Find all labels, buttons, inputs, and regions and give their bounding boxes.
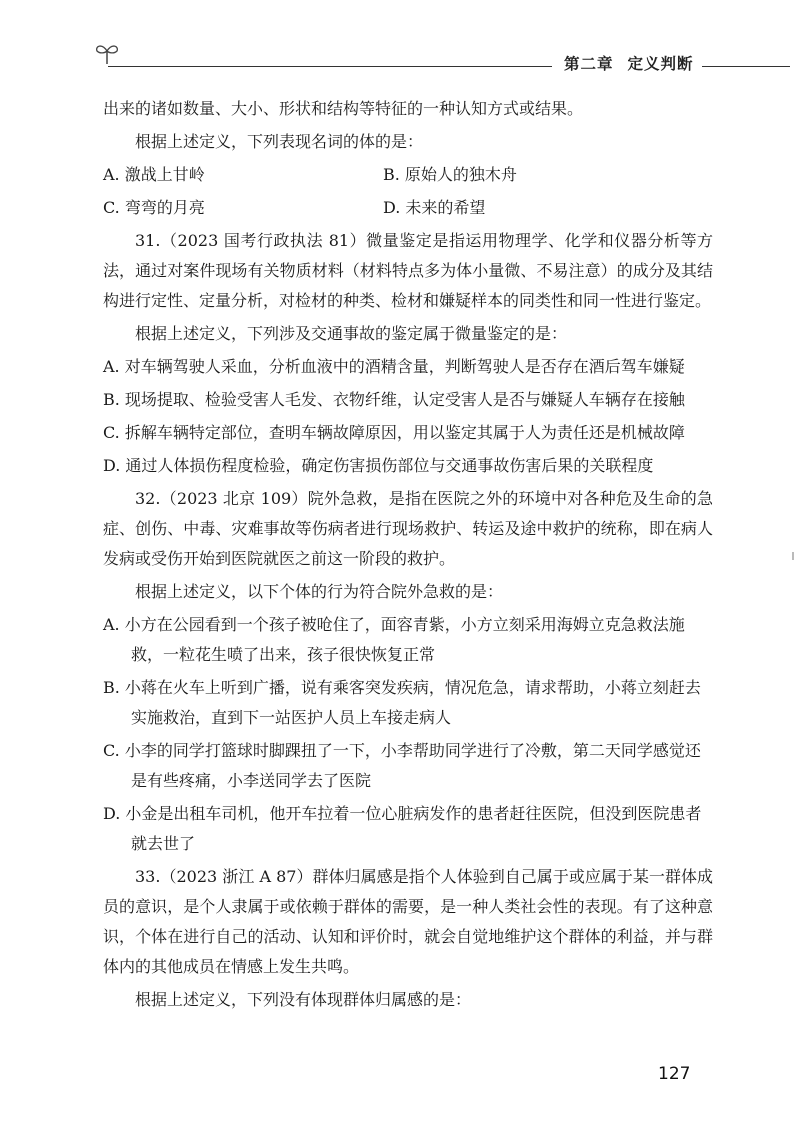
q30-options-row-2 (103, 193, 713, 223)
q30-option-c: C. 弯弯的月亮 (103, 198, 205, 217)
q32-prompt: 根据上述定义，以下个体的行为符合院外急救的是： (135, 582, 504, 601)
header-rule-right (702, 66, 790, 67)
margin-mark (792, 552, 794, 560)
header-rule-left (108, 66, 552, 67)
q31-stem: 31.（2023 国考行政执法 81）微量鉴定是指运用物理学、化学和仪器分析等方法，通过对案件现场有关物质材料（材料特点多为体小量微、不易注意）的成分及其结构进行定性、定量分析，对检材的种类、检材和嫌疑样本的同类性和同一性进行鉴定。 (103, 231, 713, 310)
q30-option-b: B. 原始人的独木舟 (383, 165, 517, 184)
q32-option-d: D. 小金是出租车司机，他开车拉着一位心脏病发作的患者赶往医院，但没到医院患者就去世了 (103, 804, 702, 853)
section-label: 定义判断 (627, 55, 694, 73)
q32-stem: 32.（2023 北京 109）院外急救，是指在医院之外的环境中对各种危及生命的急症、创伤、中毒、灾难事故等伤病者进行现场救护、转运及途中救护的统称，即在病人发病或受伤开始到医院就医之前这一阶段的救护。 (103, 489, 713, 568)
running-header (564, 52, 694, 74)
q33-stem: 33.（2023 浙江 A 87）群体归属感是指个人体验到自己属于或应属于某一群体成员的意识，是个人隶属于或依赖于群体的需要，是一种人类社会性的表现。有了这种意识，个体在进行自己的活动、认知和评价时，就会自觉地维护这个群体的利益，并与群体内的其他成员在情感上发生共鸣。 (103, 867, 713, 976)
q33-prompt: 根据上述定义，下列没有体现群体归属感的是： (135, 990, 472, 1009)
chapter-label: 第二章 (564, 55, 614, 73)
q32-option-a: A. 小方在公园看到一个孩子被呛住了，面容青紫，小方立刻采用海姆立克急救法施救，一粒花生喷了出来，孩子很快恢复正常 (103, 615, 685, 664)
q31-option-c: C. 拆解车辆特定部位，查明车辆故障原因，用以鉴定其属于人为责任还是机械故障 (103, 423, 685, 442)
q31-option-a: A. 对车辆驾驶人采血，分析血液中的酒精含量，判断驾驶人是否存在酒后驾车嫌疑 (103, 357, 685, 376)
q31-option-d: D. 通过人体损伤程度检验，确定伤害损伤部位与交通事故伤害后果的关联程度 (103, 456, 654, 475)
page-body (103, 94, 713, 1015)
intro-line: 出来的诸如数量、大小、形状和结构等特征的一种认知方式或结果。 (103, 99, 584, 118)
q31-prompt: 根据上述定义，下列涉及交通事故的鉴定属于微量鉴定的是： (135, 324, 568, 343)
sprout-icon (92, 38, 122, 68)
q30-options-row-1 (103, 160, 713, 190)
q32-option-b: B. 小蒋在火车上听到广播，说有乘客突发疾病，情况危急，请求帮助，小蒋立刻赶去实施救治，直到下一站医护人员上车接走病人 (103, 678, 701, 727)
q30-option-a: A. 激战上甘岭 (103, 165, 205, 184)
q30-prompt: 根据上述定义，下列表现名词的体的是： (135, 132, 424, 151)
page-number: 127 (658, 1064, 691, 1084)
q32-option-c: C. 小李的同学打篮球时脚踝扭了一下，小李帮助同学进行了冷敷，第二天同学感觉还是有些疼痛，小李送同学去了医院 (103, 741, 701, 790)
q30-option-d: D. 未来的希望 (383, 198, 486, 217)
q31-option-b: B. 现场提取、检验受害人毛发、衣物纤维，认定受害人是否与嫌疑人车辆存在接触 (103, 390, 685, 409)
